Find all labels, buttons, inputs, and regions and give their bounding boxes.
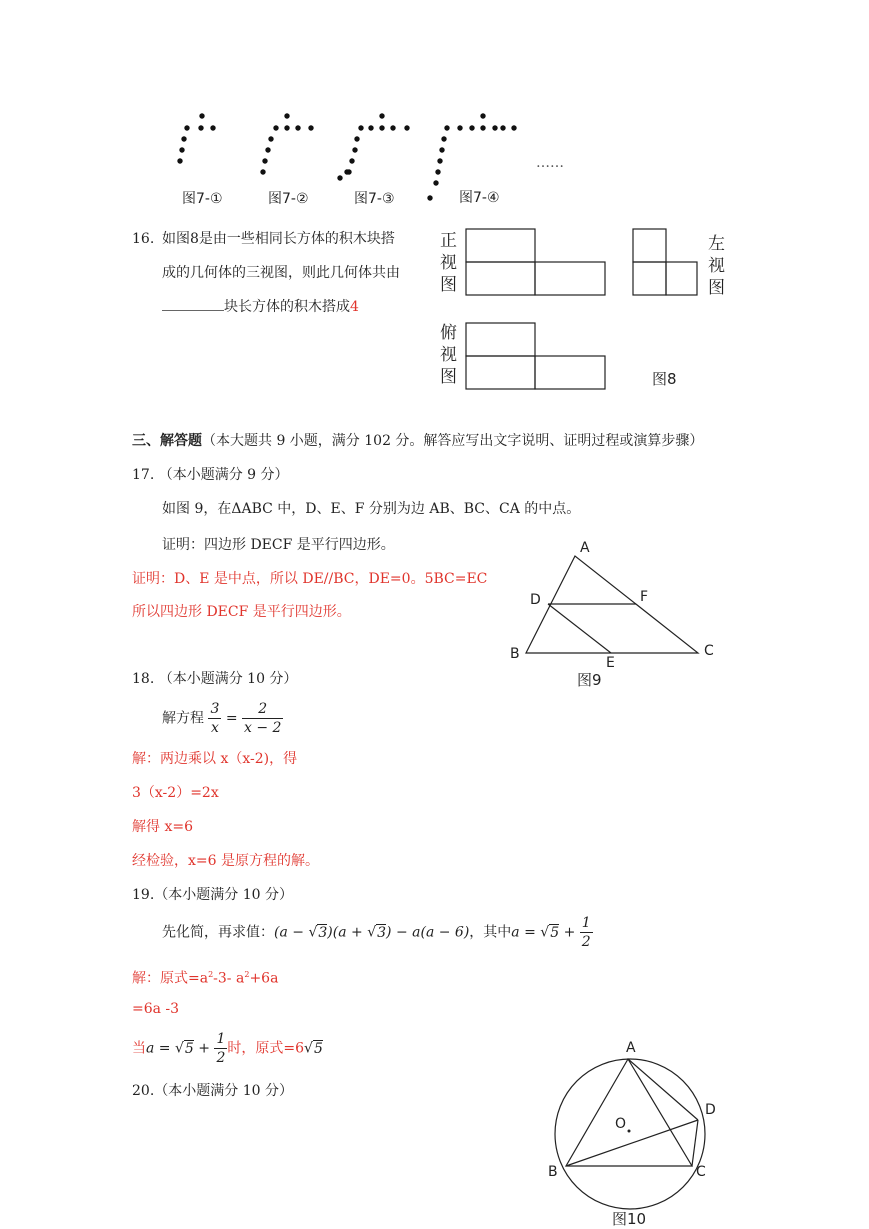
center-dot [628,1130,631,1133]
q18-prompt: 解方程 [162,710,204,727]
fig10-point-d: D [705,1102,716,1118]
triangle-abc-inscribed [566,1059,692,1166]
segment-ad [628,1059,698,1120]
fig7-label-3: 图7-③ [354,191,395,207]
q17-line1: 如图 9，在ΔABC 中，D、E、F 分别为边 AB、BC、CA 的中点。 [162,501,581,517]
q18-equals: = [225,710,238,727]
left-view-label: 左 视 图 [708,234,725,298]
q19-answer-1: 解：原式$=a^2-3-$ $a^2+6a$ [132,970,279,987]
fig9-point-e: E [606,655,615,671]
fig9-label: 图9 [577,671,602,689]
q16-line3-text: 块长方体的积木搭成 [224,299,350,315]
fig10-point-b: B [548,1164,558,1180]
fig9-point-a: A [580,540,590,556]
q19-prompt: 先化简，再求值： [162,924,274,941]
fig8-label: 图8 [652,370,677,388]
q18-rhs-fraction: $\frac{2}{x - 2}$ [244,701,282,736]
q16-line1: 如图8是由一些相同长方体的积木块搭 [162,231,395,247]
fig7-label-4: 图7-④ [459,190,500,206]
front-view-label: 正 视 图 [440,231,457,295]
q18-answer-1: 解：两边乘以 x（x-2)，得 [132,751,298,767]
fig7-ellipsis: …… [536,155,564,171]
fig9-point-b: B [510,646,520,662]
fig9-point-c: C [704,643,714,659]
segment-dc [692,1120,698,1166]
q18-header: 18. （本小题满分 10 分） [132,671,298,687]
q17-answer-2: 所以四边形 DECF 是平行四边形。 [132,604,351,620]
q19-answer-2: =6a -3 [132,1001,180,1017]
q17-answer-1: 证明：D、E 是中点，所以 DE//BC，DE=0。5BC=EC [132,571,488,587]
q20-header: 20.（本小题满分 10 分） [132,1083,293,1099]
fig10-point-o: O [615,1116,627,1132]
q18-answer-4: 经检验，x=6 是原方程的解。 [132,853,319,869]
q17-line2: 证明：四边形 DECF 是平行四边形。 [162,537,395,553]
q17-header: 17. （本小题满分 9 分） [132,467,289,483]
q16-answer: 4 [350,299,359,315]
top-view-label: 俯 视 图 [440,323,457,387]
fig10-point-c: C [696,1164,706,1180]
fig10-label: 图10 [612,1210,647,1228]
fig9-point-f: F [640,589,649,605]
circle-o [555,1059,705,1209]
section3-title: 三、解答题 [132,433,202,449]
q19-answer-3: 当a = √5 + $\frac{1}{2}$ 时，原式=6√5 [132,1031,323,1066]
q18-answer-3: 解得 x=6 [132,819,193,835]
q16-number: 16. [132,231,155,247]
q18-lhs-fraction: $\frac{3}{x}$ [210,701,220,736]
fig7-label-1: 图7-① [182,191,223,207]
q19-header: 19.（本小题满分 10 分） [132,887,293,903]
section3-desc: （本大题共 9 小题，满分 102 分。解答应写出文字说明、证明过程或演算步骤） [202,433,704,449]
q19-half: $\frac{1}{2}$ [581,915,591,950]
fig7-label-2: 图7-② [268,191,309,207]
q19-problem: 先化简，再求值：(a − √3)(a + √3) − a(a − 6)，其中a = √5 + $\frac{1}{2}$ [162,915,591,950]
fig9-point-d: D [530,592,541,608]
fig10-point-a: A [626,1040,636,1056]
q18-answer-2: 3（x-2）=2x [132,785,219,801]
q16-line2: 成的几何体的三视图，则此几何体共由 [162,265,400,281]
